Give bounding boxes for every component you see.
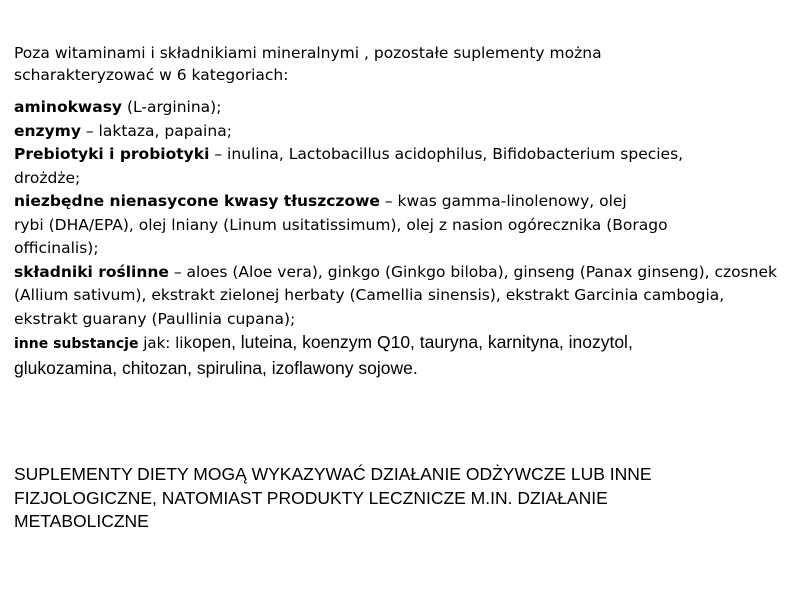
category-description: (L-arginina); bbox=[122, 98, 222, 116]
footer-line-3: METABOLICZNE bbox=[14, 511, 149, 531]
category-name: składniki roślinne bbox=[14, 262, 169, 281]
footer-statement bbox=[14, 463, 784, 534]
category-name: enzymy bbox=[14, 121, 81, 140]
category-roslinne-cont-2: ekstrakt guarany (Paullinia cupana); bbox=[14, 309, 296, 328]
category-name: aminokwasy bbox=[14, 98, 123, 116]
category-kwasy-cont-1: rybi (DHA/EPA), olej lniany (Linum usitatissimum), olej z nasion ogórecznika (Borago bbox=[14, 215, 668, 234]
category-inne bbox=[14, 331, 789, 357]
category-roslinne bbox=[14, 261, 789, 285]
footer-line-2: FIZJOLOGICZNE, NATOMIAST PRODUKTY LECZNICZE M.IN. DZIAŁANIE bbox=[14, 487, 608, 508]
category-name: inne substancje bbox=[14, 336, 139, 352]
categories-list bbox=[14, 96, 789, 380]
category-description: open, luteina, koenzym Q10, tauryna, karnityna, inozytol, bbox=[192, 332, 633, 352]
category-roslinne-cont-1: (Allium sativum), ekstrakt zielonej herbaty (Camellia sinensis), ekstrakt Garcinia cambogia, bbox=[14, 286, 725, 304]
category-description: – kwas gamma-linolenowy, olej bbox=[379, 192, 627, 210]
intro-line-2: scharakteryzować w 6 kategoriach: bbox=[14, 66, 289, 84]
category-inne-cont: glukozamina, chitozan, spirulina, izoflawony sojowe. bbox=[14, 357, 418, 378]
category-probiotyki bbox=[14, 143, 789, 167]
category-description: – laktaza, papaina; bbox=[80, 121, 232, 140]
category-description-prefix: jak: lik bbox=[138, 334, 193, 352]
category-kwasy-cont-2: officinalis); bbox=[14, 239, 99, 257]
footer-line-1: SUPLEMENTY DIETY MOGĄ WYKAZYWAĆ DZIAŁANIE ODŻYWCZE LUB INNE bbox=[14, 464, 652, 484]
category-enzymy bbox=[14, 120, 789, 144]
category-name: Prebiotyki i probiotyki bbox=[14, 145, 210, 163]
category-probiotyki-cont: drożdże; bbox=[14, 168, 81, 187]
category-aminokwasy bbox=[14, 96, 789, 120]
intro-paragraph bbox=[14, 42, 774, 86]
category-description: – inulina, Lactobacillus acidophilus, Bifidobacterium species, bbox=[209, 145, 684, 163]
category-name: niezbędne nienasycone kwasy tłuszczowe bbox=[14, 192, 380, 210]
category-kwasy bbox=[14, 190, 789, 214]
intro-line-1: Poza witaminami i składnikiami mineralnymi , pozostałe suplementy można bbox=[14, 44, 602, 62]
category-description: – aloes (Aloe vera), ginkgo (Ginkgo biloba), ginseng (Panax ginseng), czosnek bbox=[168, 262, 778, 281]
